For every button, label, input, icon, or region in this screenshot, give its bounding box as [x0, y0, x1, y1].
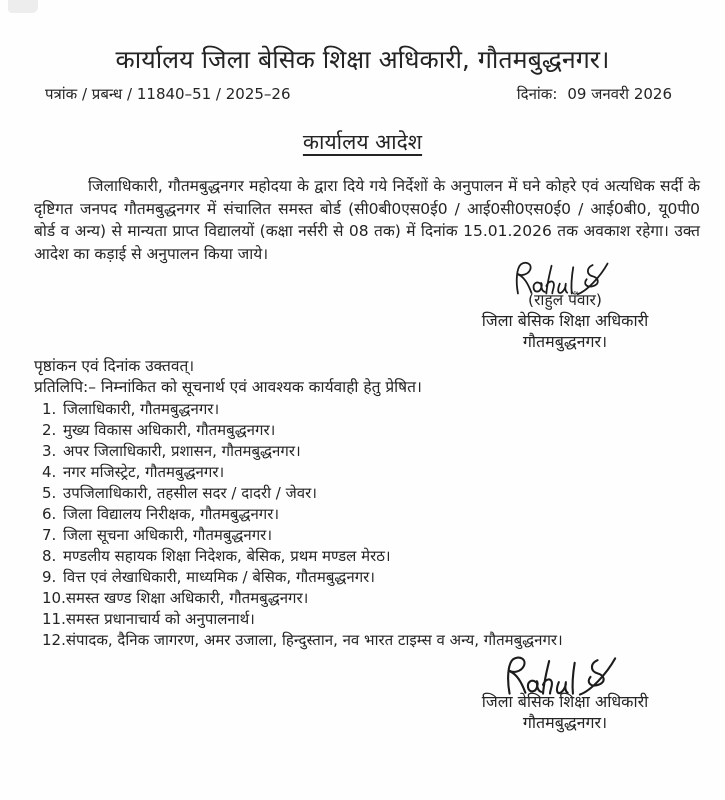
recipient-row — [42, 441, 725, 462]
recipient-text: जिला सूचना अधिकारी, गौतमबुद्धनगर। — [63, 526, 273, 544]
recipient-list — [42, 399, 725, 651]
recipient-row — [42, 588, 725, 609]
recipient-text: उपजिलाधिकारी, तहसील सदर / दादरी / जेवर। — [63, 484, 317, 502]
scan-artifact — [8, 0, 38, 13]
recipient-number: 11. — [42, 610, 66, 628]
reference-number: पत्रांक / प्रबन्ध / 11840–51 / 2025–26 — [45, 85, 291, 103]
signature-block-2 — [435, 653, 695, 733]
recipient-row — [42, 630, 725, 651]
recipient-text: नगर मजिस्ट्रेट, गौतमबुद्धनगर। — [63, 463, 225, 481]
recipient-row — [42, 609, 725, 630]
signature-block-1 — [435, 259, 695, 352]
signatory-place: गौतमबुद्धनगर। — [522, 713, 608, 732]
reference-row — [45, 84, 672, 105]
recipient-row — [42, 462, 725, 483]
date-line — [517, 84, 672, 105]
signatory-designation: जिला बेसिक शिक्षा अधिकारी — [481, 311, 649, 330]
recipient-number: 4. — [42, 463, 57, 481]
recipient-number: 8. — [42, 547, 57, 565]
recipient-row — [42, 399, 725, 420]
recipient-number: 3. — [42, 442, 57, 460]
recipient-row — [42, 420, 725, 441]
recipient-text: अपर जिलाधिकारी, प्रशासन, गौतमबुद्धनगर। — [63, 442, 301, 460]
order-heading: कार्यालय आदेश — [302, 130, 423, 154]
signatory-name: (राहुल पँवार) — [528, 291, 602, 309]
recipient-text: वित्त एवं लेखाधिकारी, माध्यमिक / बेसिक, गौतमबुद्धनगर। — [63, 568, 375, 586]
recipient-row — [42, 546, 725, 567]
recipient-text: जिला विद्यालय निरीक्षक, गौतमबुद्धनगर। — [63, 505, 280, 523]
recipient-number: 1. — [42, 400, 57, 418]
recipient-text: समस्त प्रधानाचार्य को अनुपालनार्थ। — [65, 610, 255, 628]
recipient-row — [42, 504, 725, 525]
signatory-designation: जिला बेसिक शिक्षा अधिकारी — [481, 692, 649, 711]
date-label: दिनांक: — [516, 85, 558, 103]
recipient-row — [42, 483, 725, 504]
recipient-number: 10. — [42, 589, 66, 607]
endorsement-line: पृष्ठांकन एवं दिनांक उक्तवत्। — [34, 357, 195, 375]
recipient-number: 9. — [42, 568, 57, 586]
recipient-number: 12. — [42, 631, 66, 649]
recipient-text: जिलाधिकारी, गौतमबुद्धनगर। — [63, 400, 220, 418]
recipient-row — [42, 525, 725, 546]
document-title: कार्यालय जिला बेसिक शिक्षा अधिकारी, गौतमबुद्धनगर। — [115, 45, 610, 74]
recipient-text: समस्त खण्ड शिक्षा अधिकारी, गौतमबुद्धनगर। — [65, 589, 309, 607]
recipient-text: संपादक, दैनिक जागरण, अमर उजाला, हिन्दुस्तान, नव भारत टाइम्स व अन्य, गौतमबुद्धनगर। — [65, 631, 563, 649]
order-paragraph: जिलाधिकारी, गौतमबुद्धनगर महोदया के द्वारा दिये गये निर्देशों के अनुपालन में घने कोहरे एवं अत्यधिक सर्दी के दृष्टिगत जनपद गौतमबुद्धनगर में संचालित समस्त बोर्ड (सी0बी0एस0ई0 / आई0सी0एस0ई0 / आई0बी0, यू0पी0 बोर्ड व अन्य) से मान्यता प्राप्त विद्यालयों (कक्षा नर्सरी से 08 तक) में दिनांक 15.01.2026 तक अवकाश रहेगा। उक्त आदेश का कड़ाई से अनुपालन किया जाये। — [34, 177, 700, 263]
recipient-text: मुख्य विकास अधिकारी, गौतमबुद्धनगर। — [63, 421, 276, 439]
date-value: 09 जनवरी 2026 — [567, 85, 672, 103]
recipient-number: 7. — [42, 526, 57, 544]
recipient-number: 6. — [42, 505, 57, 523]
recipient-number: 5. — [42, 484, 57, 502]
signatory-place: गौतमबुद्धनगर। — [522, 332, 608, 351]
recipient-number: 2. — [42, 421, 57, 439]
recipient-row — [42, 567, 725, 588]
recipient-text: मण्डलीय सहायक शिक्षा निदेशक, बेसिक, प्रथम मण्डल मेरठ। — [63, 547, 391, 565]
copy-distribution-line: प्रतिलिपि:– निम्नांकित को सूचनार्थ एवं आवश्यक कार्यवाही हेतु प्रेषित। — [34, 378, 422, 396]
